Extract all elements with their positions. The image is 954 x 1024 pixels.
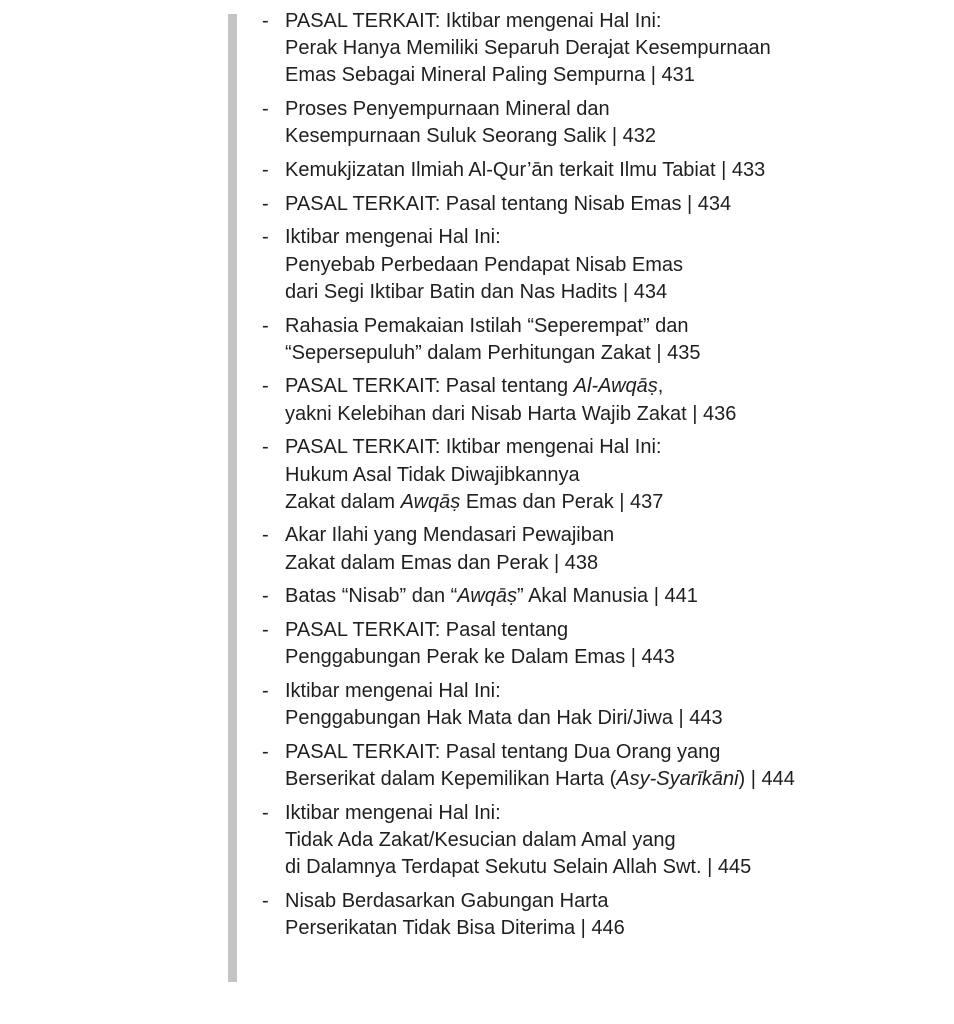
- toc-entry-line: [285, 434, 932, 461]
- toc-entry-text: [285, 678, 932, 732]
- toc-entry: [262, 8, 932, 90]
- list-dash-marker: -: [262, 679, 269, 702]
- toc-entry-line: [285, 340, 932, 367]
- text-segment: PASAL TERKAIT: Iktibar mengenai Hal Ini:: [285, 10, 662, 32]
- text-segment: Zakat dalam: [285, 490, 401, 513]
- toc-entry-text: [285, 522, 932, 576]
- italic-term: Asy-Syarīkāni: [616, 768, 739, 791]
- list-dash-marker: -: [262, 375, 269, 398]
- text-segment: Penggabungan Hak Mata dan Hak Diri/Jiwa | 443: [285, 707, 723, 730]
- text-segment: Batas “Nisab” dan “: [285, 585, 458, 608]
- text-segment: Rahasia Pemakaian Istilah “Seperempat” dan: [285, 314, 689, 337]
- list-dash-marker: -: [262, 192, 269, 215]
- text-segment: ” Akal Manusia | 441: [516, 585, 698, 608]
- toc-entry-text: [285, 373, 932, 427]
- toc-entry-text: [285, 96, 932, 150]
- text-segment: Perserikatan Tidak Bisa Diterima | 446: [285, 917, 625, 940]
- toc-entry: [262, 617, 932, 671]
- toc-entry-line: [285, 313, 932, 340]
- italic-term: Al-Awqāṣ: [573, 375, 658, 398]
- text-segment: Tidak Ada Zakat/Kesucian dalam Amal yang: [285, 828, 676, 851]
- toc-entry: [262, 678, 932, 732]
- toc-entry-text: [285, 157, 932, 184]
- toc-entry-line: [285, 489, 932, 516]
- toc-entry-line: [285, 462, 932, 489]
- toc-entry-line: [285, 915, 932, 942]
- text-segment: Penyebab Perbedaan Pendapat Nisab Emas: [285, 253, 684, 276]
- text-segment: Perak Hanya Memiliki Separuh Derajat Kesempurnaan: [285, 37, 771, 60]
- text-segment: PASAL TERKAIT: Iktibar mengenai Hal Ini:: [285, 436, 662, 459]
- text-segment: Nisab Berdasarkan Gabungan Harta: [285, 889, 609, 912]
- text-segment: Kesempurnaan Suluk Seorang Salik | 432: [285, 125, 656, 148]
- toc-entry-line: [285, 705, 932, 732]
- toc-entry-line: [285, 224, 932, 251]
- table-of-contents-list: [262, 8, 932, 949]
- text-segment: yakni Kelebihan dari Nisab Harta Wajib Zakat | 436: [285, 402, 737, 425]
- toc-entry-line: [285, 550, 932, 577]
- list-dash-marker: -: [262, 314, 269, 337]
- toc-entry-text: [285, 434, 932, 516]
- toc-entry-line: [285, 62, 932, 89]
- list-dash-marker: -: [262, 585, 269, 608]
- toc-entry-text: [285, 800, 932, 882]
- text-segment: Proses Penyempurnaan Mineral dan: [285, 98, 610, 121]
- toc-entry-text: [285, 888, 932, 942]
- toc-entry-line: [285, 583, 932, 610]
- toc-entry-line: [285, 35, 932, 62]
- toc-entry-text: [285, 583, 932, 610]
- text-segment: di Dalamnya Terdapat Sekutu Selain Allah Swt. | 445: [285, 856, 752, 879]
- toc-entry: [262, 96, 932, 150]
- toc-entry-line: [285, 800, 932, 827]
- list-dash-marker: -: [262, 436, 269, 459]
- toc-entry-line: [285, 888, 932, 915]
- toc-entry-line: [285, 123, 932, 150]
- toc-entry: [262, 434, 932, 516]
- list-dash-marker: -: [262, 801, 269, 824]
- left-margin-bar: [228, 14, 237, 982]
- toc-entry-text: [285, 617, 932, 671]
- text-segment: ) | 444: [738, 768, 795, 791]
- list-dash-marker: -: [262, 740, 269, 763]
- toc-entry-line: [285, 617, 932, 644]
- list-dash-marker: -: [262, 159, 269, 182]
- toc-entry: [262, 800, 932, 882]
- toc-entry-line: [285, 522, 932, 549]
- text-segment: PASAL TERKAIT: Pasal tentang Dua Orang yang: [285, 740, 721, 763]
- toc-entry-line: [285, 644, 932, 671]
- toc-entry: [262, 739, 932, 793]
- toc-entry-text: [285, 313, 932, 367]
- text-segment: PASAL TERKAIT: Pasal tentang: [285, 619, 569, 642]
- toc-entry-line: [285, 157, 932, 184]
- italic-term: Awqāṣ: [400, 490, 461, 513]
- toc-entry: [262, 522, 932, 576]
- toc-entry: [262, 157, 932, 184]
- italic-term: Awqāṣ: [457, 585, 517, 608]
- list-dash-marker: -: [262, 10, 269, 32]
- text-segment: Iktibar mengenai Hal Ini:: [285, 801, 501, 824]
- toc-entry-line: [285, 827, 932, 854]
- toc-entry-line: [285, 279, 932, 306]
- toc-entry-text: [285, 8, 932, 90]
- toc-entry-line: [285, 678, 932, 705]
- toc-entry-line: [285, 96, 932, 123]
- list-dash-marker: -: [262, 226, 269, 249]
- toc-entry-line: [285, 854, 932, 881]
- text-segment: Iktibar mengenai Hal Ini:: [285, 226, 501, 249]
- toc-entry-line: [285, 373, 932, 400]
- text-segment: Iktibar mengenai Hal Ini:: [285, 679, 501, 702]
- text-segment: Emas Sebagai Mineral Paling Sempurna | 431: [285, 64, 695, 87]
- toc-entry-line: [285, 252, 932, 279]
- list-dash-marker: -: [262, 98, 269, 121]
- text-segment: Hukum Asal Tidak Diwajibkannya: [285, 463, 580, 486]
- text-segment: PASAL TERKAIT: Pasal tentang: [285, 375, 574, 398]
- toc-entry-text: [285, 739, 932, 793]
- text-segment: Emas dan Perak | 437: [460, 490, 664, 513]
- list-dash-marker: -: [262, 619, 269, 642]
- text-segment: PASAL TERKAIT: Pasal tentang Nisab Emas | 434: [285, 192, 732, 215]
- toc-entry: [262, 313, 932, 367]
- text-segment: dari Segi Iktibar Batin dan Nas Hadits | 434: [285, 280, 668, 303]
- text-segment: “Sepersepuluh” dalam Perhitungan Zakat | 435: [285, 341, 701, 364]
- text-segment: Berserikat dalam Kepemilikan Harta (: [285, 768, 617, 791]
- toc-entry-line: [285, 739, 932, 766]
- toc-entry-line: [285, 401, 932, 428]
- toc-entry-text: [285, 224, 932, 306]
- text-segment: Zakat dalam Emas dan Perak | 438: [285, 551, 599, 574]
- toc-entry: [262, 888, 932, 942]
- toc-entry-line: [285, 191, 932, 218]
- toc-entry-line: [285, 8, 932, 35]
- toc-entry: [262, 583, 932, 610]
- list-dash-marker: -: [262, 889, 269, 912]
- text-segment: Akar Ilahi yang Mendasari Pewajiban: [285, 524, 615, 547]
- text-segment: ,: [657, 375, 664, 398]
- text-segment: Penggabungan Perak ke Dalam Emas | 443: [285, 646, 675, 669]
- toc-entry-line: [285, 766, 932, 793]
- text-segment: Kemukjizatan Ilmiah Al-Qur’ān terkait Ilmu Tabiat | 433: [285, 159, 766, 182]
- list-dash-marker: -: [262, 524, 269, 547]
- toc-entry: [262, 373, 932, 427]
- toc-entry-text: [285, 191, 932, 218]
- toc-entry: [262, 191, 932, 218]
- toc-entry: [262, 224, 932, 306]
